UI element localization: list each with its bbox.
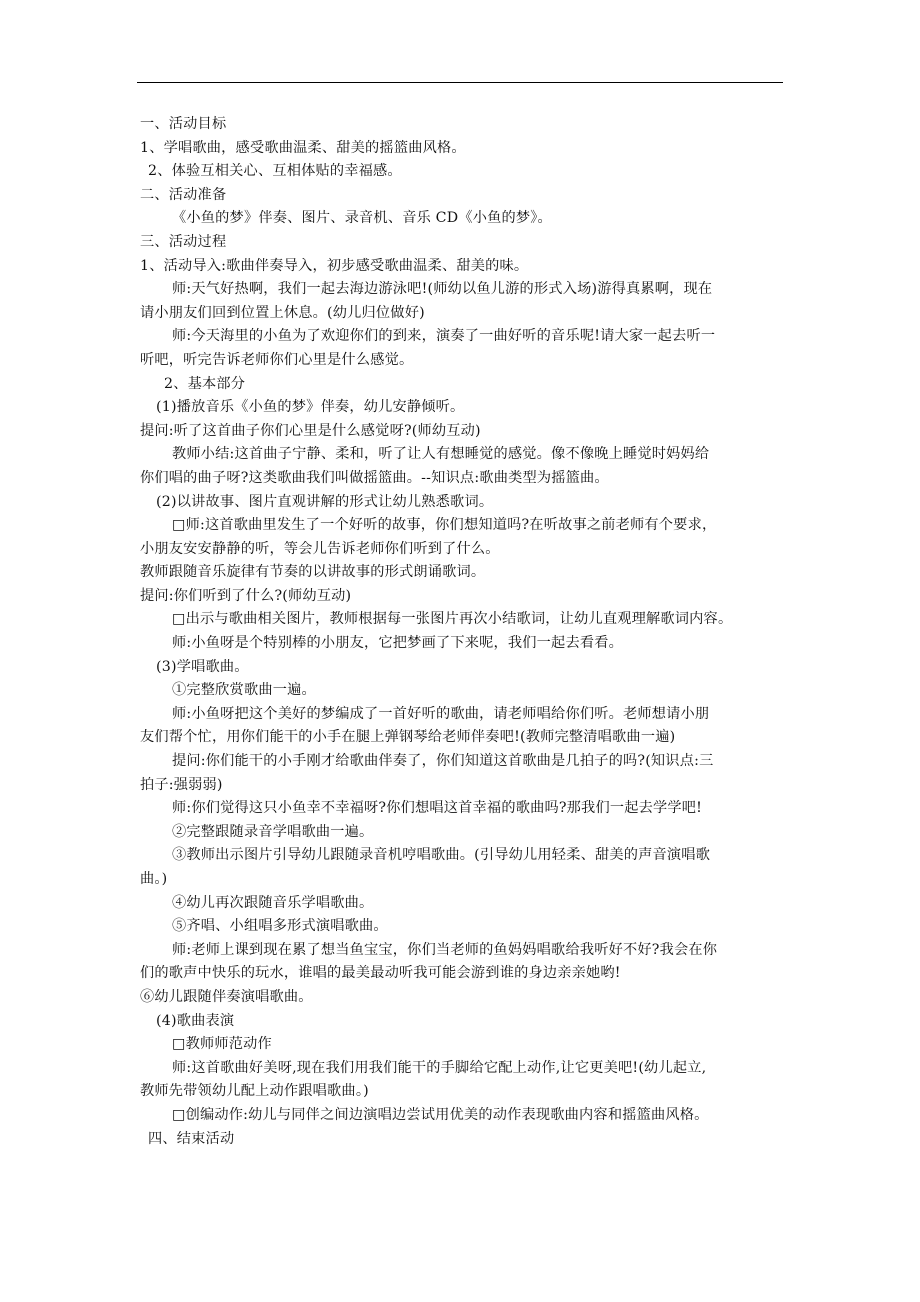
- text-line: ②完整跟随录音学唱歌曲一遍。: [172, 823, 374, 840]
- text-line: ③教师出示图片引导幼儿跟随录音机哼唱歌曲。(引导幼儿用轻柔、甜美的声音演唱歌: [172, 847, 711, 864]
- text-line: 师:天气好热啊，我们一起去海边游泳吧!(师幼以鱼儿游的形式入场)游得真累啊，现在: [172, 281, 713, 298]
- text-line: 们的歌声中快乐的玩水，谁唱的最美最动听我可能会游到谁的身边亲亲她哟!: [140, 965, 621, 982]
- text-line: 小朋友安安静静的听，等会儿告诉老师你们听到了什么。: [140, 540, 500, 557]
- text-line: 提问:你们能干的小手刚才给歌曲伴奏了，你们知道这首歌曲是几拍子的吗?(知识点:三: [172, 753, 714, 770]
- text-line: 教师跟随音乐旋律有节奏的以讲故事的形式朗诵歌词。: [140, 564, 486, 581]
- text-line: 2、体验互相关心、互相体贴的幸福感。: [148, 163, 402, 180]
- text-line: □创编动作:幼儿与同伴之间边演唱边尝试用优美的动作表现歌曲内容和摇篮曲风格。: [172, 1106, 709, 1123]
- text-line: 四、结束活动: [148, 1130, 235, 1147]
- header-rule: [137, 82, 783, 83]
- text-line: 2、基本部分: [164, 375, 246, 392]
- text-line: 1、学唱歌曲，感受歌曲温柔、甜美的摇篮曲风格。: [140, 139, 466, 156]
- text-line: 听吧，听完告诉老师你们心里是什么感觉。: [140, 351, 414, 368]
- text-line: (2)以讲故事、图片直观讲解的形式让幼儿熟悉歌词。: [156, 493, 494, 510]
- text-line: 师:你们觉得这只小鱼幸不幸福呀?你们想唱这首幸福的歌曲吗?那我们一起去学学吧!: [172, 800, 703, 817]
- text-line: ⑤齐唱、小组唱多形式演唱歌曲。: [172, 918, 388, 935]
- text-line: 二、活动准备: [140, 186, 227, 203]
- text-line: □出示与歌曲相关图片，教师根据每一张图片再次小结歌词，让幼儿直观理解歌词内容。: [172, 611, 733, 628]
- text-line: 师:老师上课到现在累了想当鱼宝宝，你们当老师的鱼妈妈唱歌给我听好不好?我会在你: [172, 941, 718, 958]
- text-line: ④幼儿再次跟随音乐学唱歌曲。: [172, 894, 374, 911]
- text-line: 1、活动导入:歌曲伴奏导入，初步感受歌曲温柔、甜美的味。: [140, 257, 529, 274]
- text-line: 师:今天海里的小鱼为了欢迎你们的到来，演奏了一曲好听的音乐呢!请大家一起去听一: [172, 328, 716, 345]
- text-line: 请小朋友们回到位置上休息。(幼儿归位做好): [140, 304, 425, 321]
- text-line: 曲。): [140, 871, 168, 887]
- text-line: 《小鱼的梦》伴奏、图片、录音机、音乐 CD《小鱼的梦》。: [172, 210, 552, 227]
- text-line: 友们帮个忙，用你们能干的小手在腿上弹钢琴给老师伴奏吧!(教师完整清唱歌曲一遍): [140, 729, 676, 746]
- text-line: □师:这首歌曲里发生了一个好听的故事，你们想知道吗?在听故事之前老师有个要求，: [172, 517, 717, 534]
- text-line: 师:小鱼呀是个特别棒的小朋友，它把梦画了下来呢，我们一起去看看。: [172, 635, 623, 652]
- text-line: 拍子:强弱弱): [140, 776, 223, 793]
- text-line: 提问:你们听到了什么?(师幼互动): [140, 587, 352, 604]
- text-line: ⑥幼儿跟随伴奏演唱歌曲。: [140, 988, 313, 1005]
- text-line: 三、活动过程: [140, 233, 227, 250]
- text-line: 教师小结:这首曲子宁静、柔和，听了让人有想睡觉的感觉。像不像晚上睡觉时妈妈给: [172, 446, 710, 463]
- text-line: (4)歌曲表演: [156, 1012, 235, 1029]
- text-line: 师:这首歌曲好美呀,现在我们用我们能干的手脚给它配上动作,让它更美吧!(幼儿起立,: [172, 1059, 707, 1076]
- text-line: □教师师范动作: [172, 1036, 272, 1053]
- text-line: (1)播放音乐《小鱼的梦》伴奏，幼儿安静倾听。: [156, 399, 465, 416]
- text-line: ①完整欣赏歌曲一遍。: [172, 682, 316, 699]
- text-line: 师:小鱼呀把这个美好的梦编成了一首好听的歌曲，请老师唱给你们听。老师想请小朋: [172, 705, 710, 722]
- text-line: 教师先带领幼儿配上动作跟唱歌曲。): [140, 1083, 369, 1100]
- text-line: 一、活动目标: [140, 116, 227, 132]
- text-line: 提问:听了这首曲子你们心里是什么感觉呀?(师幼互动): [140, 422, 481, 439]
- text-line: 你们唱的曲子呀?这类歌曲我们叫做摇篮曲。--知识点:歌曲类型为摇篮曲。: [140, 469, 609, 486]
- document-body: [140, 113, 788, 1151]
- text-line: (3)学唱歌曲。: [156, 658, 249, 675]
